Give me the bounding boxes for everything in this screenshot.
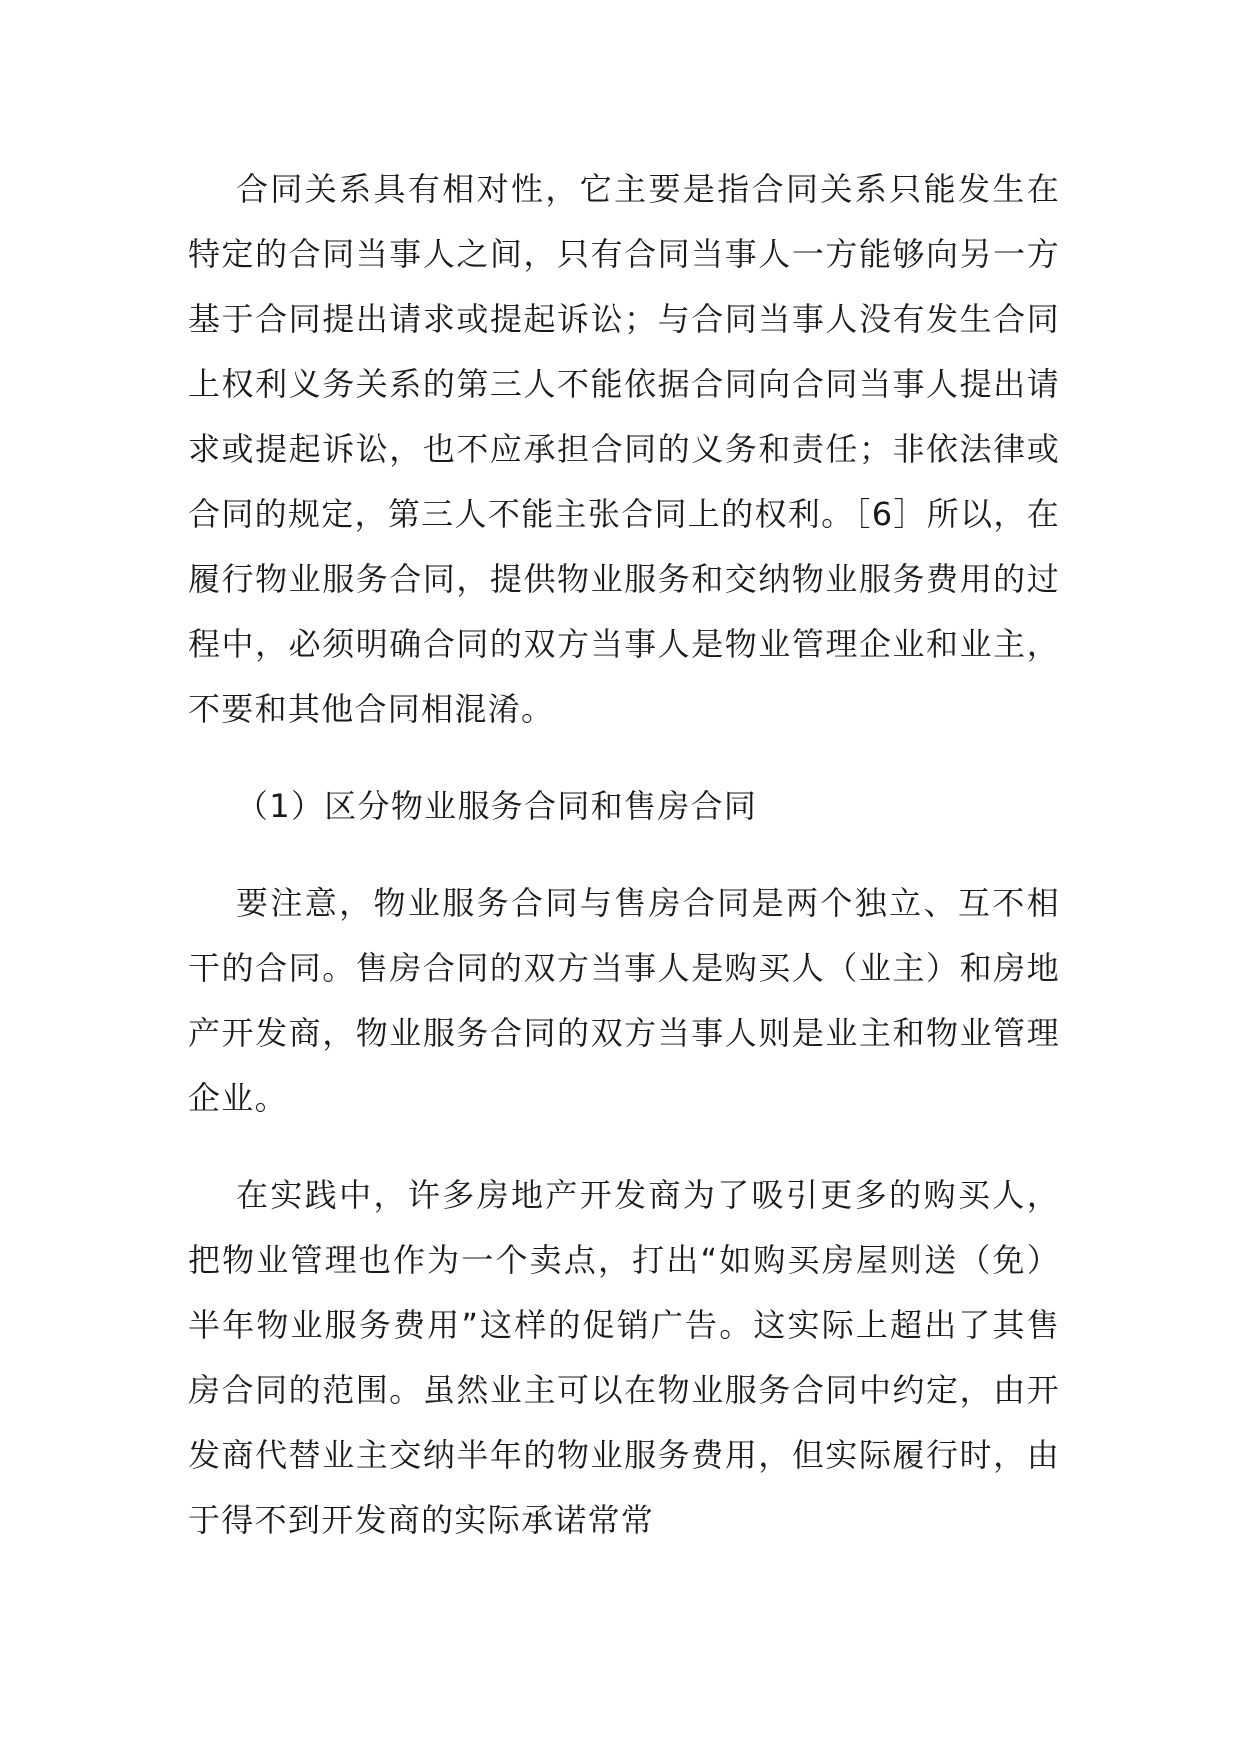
paragraph-contract-relativity: 合同关系具有相对性，它主要是指合同关系只能发生在特定的合同当事人之间，只有合同当事人一方能够向另一方基于合同提出请求或提起诉讼；与合同当事人没有发生合同上权利义务关系的第三人不能依据合同向合同当事人提出请求或提起诉讼，也不应承担合同的义务和责任；非依法律或合同的规定，第三人不能主张合同上的权利。［6］所以，在履行物业服务合同，提供物业服务和交纳物业服务费用的过程中，必须明确合同的双方当事人是物业管理企业和业主，不要和其他合同相混淆。 [188,170,1060,728]
paragraph-practice: 在实践中，许多房地产开发商为了吸引更多的购买人，把物业管理也作为一个卖点，打出“如购买房屋则送（免）半年物业服务费用”这样的促销广告。这实际上超出了其售房合同的范围。虽然业主可以在物业服务合同中约定，由开发商代替业主交纳半年的物业服务费用，但实际履行时，由于得不到开发商的实际承诺常常 [188,1176,1060,1539]
paragraph-two-contracts: 要注意，物业服务合同与售房合同是两个独立、互不相干的合同。售房合同的双方当事人是购买人（业主）和房地产开发商，物业服务合同的双方当事人则是业主和物业管理企业。 [188,884,1060,1117]
document-body [188,157,1060,1585]
section-heading: （1）区分物业服务合同和售房合同 [236,787,758,825]
